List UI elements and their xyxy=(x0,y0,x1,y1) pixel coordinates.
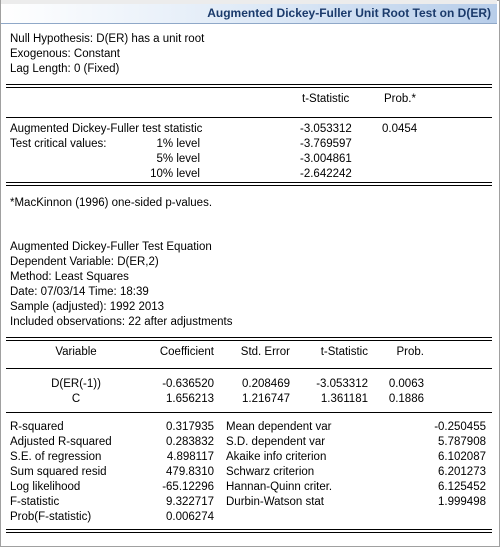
coef-header: Variable xyxy=(55,346,97,358)
lag-length: Lag Length: 0 (Fixed) xyxy=(10,63,120,75)
stat-label: Adjusted R-squared xyxy=(10,436,112,448)
critical-label: Test critical values: xyxy=(10,138,107,150)
date-time: Date: 07/03/14 Time: 18:39 xyxy=(10,286,149,298)
stat-value: 1.999498 xyxy=(438,496,486,508)
adf-tstat: -3.053312 xyxy=(300,123,352,135)
coef-header: Prob. xyxy=(396,346,424,358)
rule-coef-end xyxy=(6,412,492,413)
rule-header xyxy=(6,117,492,118)
coef-variable: D(ER(-1)) xyxy=(51,378,101,390)
stat-label: Schwarz criterion xyxy=(226,466,315,478)
stat-value: 6.125452 xyxy=(438,481,486,493)
coef-prob: 0.0063 xyxy=(388,378,424,390)
stat-label: R-squared xyxy=(10,421,64,433)
rule-coef-top xyxy=(6,337,492,341)
adf-label: Augmented Dickey-Fuller test statistic xyxy=(10,123,203,135)
coef-variable: C xyxy=(71,393,81,405)
output-title-bar xyxy=(1,4,497,24)
rule-bottom xyxy=(6,529,492,533)
rule-critical-end xyxy=(6,182,492,186)
coef-header: Std. Error xyxy=(240,346,290,358)
equation-title: Augmented Dickey-Fuller Test Equation xyxy=(10,241,212,253)
output-title: Augmented Dickey-Fuller Unit Root Test on D(ER) xyxy=(207,6,491,20)
stat-value: 0.006274 xyxy=(166,511,214,523)
rule-top xyxy=(6,84,492,88)
sample: Sample (adjusted): 1992 2013 xyxy=(10,301,165,313)
footnote: *MacKinnon (1996) one-sided p-values. xyxy=(10,197,213,209)
exogenous: Exogenous: Constant xyxy=(10,48,120,60)
stat-label: Prob(F-statistic) xyxy=(10,511,92,523)
stat-value: -0.250455 xyxy=(434,421,486,433)
stat-value: 4.898117 xyxy=(166,451,214,463)
coef-header: Coefficient xyxy=(159,346,214,358)
coef-stderr: 0.208469 xyxy=(242,378,290,390)
stat-value: 0.283832 xyxy=(166,436,214,448)
coef-value: -0.636520 xyxy=(162,378,214,390)
stat-label: Akaike info criterion xyxy=(226,451,327,463)
stat-value: 0.317935 xyxy=(166,421,214,433)
critical-value: -3.004861 xyxy=(300,153,352,165)
stat-value: 479.8310 xyxy=(166,466,214,478)
stat-label: F-statistic xyxy=(10,496,60,508)
critical-level: 10% level xyxy=(150,168,200,180)
observations: Included observations: 22 after adjustments xyxy=(10,316,233,328)
coef-tstat: 1.361181 xyxy=(320,393,368,405)
rule-coef-header xyxy=(6,368,492,369)
null-hypothesis: Null Hypothesis: D(ER) has a unit root xyxy=(10,33,205,45)
stat-label: S.D. dependent var xyxy=(226,436,326,448)
adf-prob: 0.0454 xyxy=(382,123,418,135)
col-prob: Prob.* xyxy=(384,93,416,105)
stat-value: -65.12296 xyxy=(162,481,214,493)
coef-value: 1.656213 xyxy=(166,393,214,405)
critical-level: 5% level xyxy=(156,153,200,165)
stat-value: 6.102087 xyxy=(438,451,486,463)
coef-prob: 0.1886 xyxy=(388,393,424,405)
coef-stderr: 1.216747 xyxy=(242,393,290,405)
stat-label: S.E. of regression xyxy=(10,451,102,463)
coef-header: t-Statistic xyxy=(320,346,368,358)
coef-tstat: -3.053312 xyxy=(316,378,368,390)
stat-value: 9.322717 xyxy=(166,496,214,508)
stat-label: Sum squared resid xyxy=(10,466,107,478)
dependent-variable: Dependent Variable: D(ER,2) xyxy=(10,256,159,268)
stat-label: Mean dependent var xyxy=(226,421,332,433)
critical-value: -2.642242 xyxy=(300,168,352,180)
stat-label: Durbin-Watson stat xyxy=(226,496,324,508)
stat-value: 6.201273 xyxy=(438,466,486,478)
critical-value: -3.769597 xyxy=(300,138,352,150)
critical-level: 1% level xyxy=(156,138,200,150)
stat-label: Log likelihood xyxy=(10,481,81,493)
stat-label: Hannan-Quinn criter. xyxy=(226,481,333,493)
stat-value: 5.787908 xyxy=(438,436,486,448)
method: Method: Least Squares xyxy=(10,271,129,283)
col-tstatistic: t-Statistic xyxy=(302,93,350,105)
